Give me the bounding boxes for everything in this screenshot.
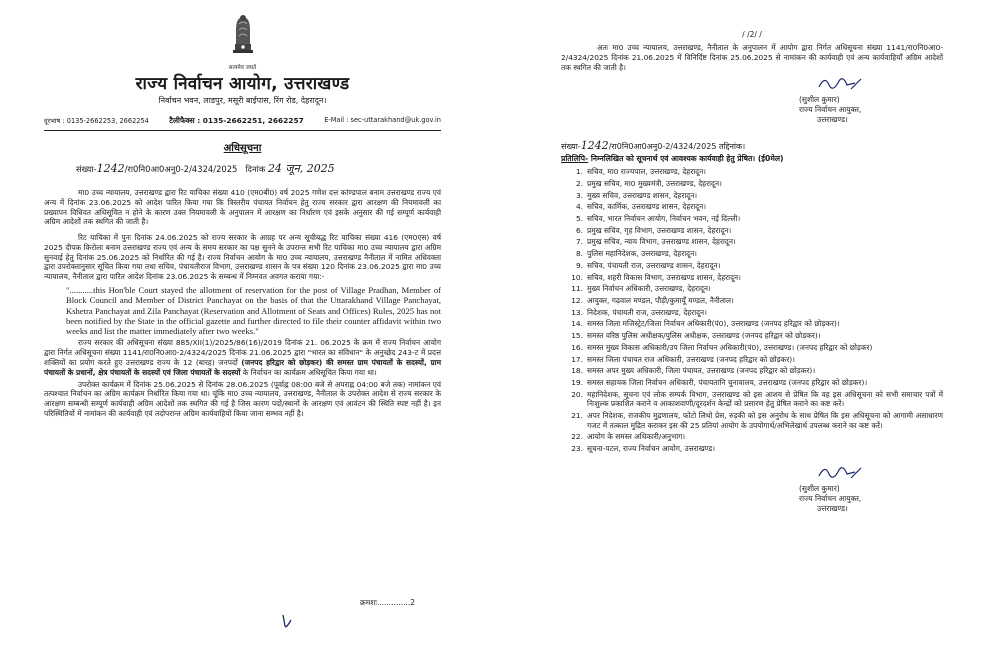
distribution-item-text: समस्त अपर मुख्य अधिकारी, जिला पंचायत, उत्तराखण्ड (जनपद हरिद्वार को छोड़कर)। bbox=[587, 366, 816, 376]
signatory-place: उत्तराखण्ड। bbox=[817, 115, 848, 125]
distribution-item-number: 16. bbox=[571, 342, 583, 352]
distribution-item-text: समस्त जिला मजिस्ट्रेट/जिला निर्वाचन अधिकारी(पं0), उत्तराखण्ड (जनपद हरिद्वार को छोड़कर)। bbox=[587, 319, 840, 329]
ref-code: /रा0नि0आ0अनु0-2/4324/2025 bbox=[124, 164, 238, 174]
distribution-item-text: समस्त जिला पंचायत राज अधिकारी, उत्तराखण्ड (जनपद हरिद्वार को छोड़कर)। bbox=[587, 354, 795, 364]
distribution-item-text: सचिव, भारत निर्वाचन आयोग, निर्वाचन भवन, नई दिल्ली। bbox=[587, 214, 741, 224]
distribution-item-text: सचिव, मा0 राज्यपाल, उत्तराखण्ड, देहरादून। bbox=[587, 167, 706, 177]
distribution-item-text: प्रमुख सचिव, गृह विभाग, उत्तराखण्ड शासन, देहरादून। bbox=[587, 225, 732, 235]
reference-line bbox=[44, 161, 441, 176]
distribution-item bbox=[561, 331, 943, 341]
paragraph-3-start: राज्य सरकार की अधिसूचना संख्या 885/XII(1)/2025/86(16)/2019 दिनांक 21. 06.2025 के क्रम में राज्य निर्वाचन आयोग द्वारा निर्गत अधिसूचना संख्या 1141/रा0नि0आ0-2/4324/2025 दिनांक 21.06.2025 द्वारा "भारत का संविधान" के अनुच्छेद 243-ट में प्रदत्त शक्तियों का प्रयोग करते हुए उत्तराखण्ड राज्य के 12 (बारह) जनपदों bbox=[44, 338, 441, 367]
distribution-item-number: 8. bbox=[575, 249, 583, 259]
paragraph-3-end: के निर्वाचन का कार्यक्रम अधिसूचित किया गया था। bbox=[242, 367, 377, 377]
distribution-item bbox=[561, 390, 943, 409]
distribution-item bbox=[561, 237, 943, 247]
distribution-item-number: 1. bbox=[575, 167, 583, 177]
distribution-item-number: 18. bbox=[571, 366, 583, 376]
signature-block-2 bbox=[799, 462, 943, 514]
notification-page-1 bbox=[0, 0, 487, 671]
distribution-item bbox=[561, 343, 943, 353]
commission-address: निर्वाचन भवन, लाडपुर, मसूरी बाईपास, रिंग रोड, देहरादून। bbox=[158, 96, 327, 105]
distribution-item-number: 15. bbox=[571, 331, 583, 341]
distribution-item bbox=[561, 202, 943, 212]
distribution-item-number: 13. bbox=[571, 307, 583, 317]
distribution-item-number: 10. bbox=[571, 272, 583, 282]
distribution-item-number: 23. bbox=[571, 444, 583, 454]
distribution-item-text: समस्त मुख्य विकास अधिकारी/उप जिला निर्वाचन अधिकारी(पं0), उत्तराखण्ड। (जनपद हरिद्वार को छोड़कर) bbox=[587, 342, 873, 352]
ref-number: 1242 bbox=[96, 162, 125, 175]
distribution-item bbox=[561, 191, 943, 201]
distribution-item-number: 3. bbox=[575, 190, 583, 200]
emblem-motto: सत्यमेव जयते bbox=[228, 65, 257, 71]
continued-marker: क्रमशः..............2 bbox=[360, 598, 416, 607]
distribution-item-number: 2. bbox=[575, 178, 583, 188]
distribution-item-number: 14. bbox=[571, 319, 583, 329]
distribution-item bbox=[561, 214, 943, 224]
distribution-item bbox=[561, 308, 943, 318]
distribution-item-text: प्रमुख सचिव, मा0 मुख्यमंत्री, उत्तराखण्ड, देहरादून। bbox=[587, 178, 722, 188]
paragraph-3 bbox=[44, 338, 441, 377]
distribution-item-number: 17. bbox=[571, 354, 583, 364]
distribution-item-number: 12. bbox=[571, 296, 583, 306]
distribution-item-number: 9. bbox=[575, 260, 583, 270]
distribution-item-text: सचिव, शहरी विकास विभाग, उत्तराखण्ड शासन, देहरादून। bbox=[587, 272, 741, 282]
signatory-designation: राज्य निर्वाचन आयुक्त, bbox=[799, 493, 862, 503]
distribution-item-number: 22. bbox=[571, 432, 583, 442]
distribution-item-number: 6. bbox=[575, 225, 583, 235]
distribution-item-number: 20. bbox=[571, 389, 583, 399]
distribution-item-text: आयोग के समस्त अधिकारी/अनुभाग। bbox=[587, 432, 686, 442]
ref-date-label: दिनांक bbox=[245, 164, 266, 174]
signature-icon bbox=[815, 462, 867, 484]
initial-mark-icon bbox=[280, 612, 294, 630]
copy-to-line bbox=[561, 154, 943, 164]
fax-number: टैलीफैक्स : 0135-2662251, 2662257 bbox=[169, 116, 304, 125]
distribution-item-text: आयुक्त, गढ़वाल मण्डल, पौड़ी/कुमायूँ मण्डल, नैनीताल। bbox=[587, 296, 734, 306]
signatory-name: (सुशील कुमार) bbox=[799, 94, 840, 104]
distribution-item bbox=[561, 284, 943, 294]
distribution-item-number: 11. bbox=[571, 284, 583, 294]
phone-number: दूरभाष : 0135-2662253, 2662254 bbox=[44, 117, 149, 125]
distribution-item bbox=[561, 296, 943, 306]
distribution-item bbox=[561, 226, 943, 236]
distribution-item bbox=[561, 355, 943, 365]
copy-ref-prefix: संख्या- bbox=[561, 142, 581, 152]
distribution-item-text: सचिव, पंचायती राज, उत्तराखण्ड शासन, देहरादून। bbox=[587, 260, 721, 270]
notice-heading: अधिसूचना bbox=[223, 143, 262, 154]
distribution-item-text: निदेशक, पंचायती राज, उत्तराखण्ड, देहरादून। bbox=[587, 307, 707, 317]
distribution-item bbox=[561, 411, 943, 430]
distribution-item-text: महानिदेशक, सूचना एवं लोक सम्पर्क विभाग, उत्तराखण्ड को इस आशय से प्रेषित कि वह इस अधिसूचना को सभी समाचार पत्रों में निःशुल्क प्रकाशित कराने व आकाशवाणी/दूरदर्शन केन्द्रों को प्रसारण हेतु प्रेषित कराने का कष्ट करें। bbox=[587, 389, 943, 409]
distribution-item bbox=[561, 179, 943, 189]
copy-to-text: निम्नलिखित को सूचनार्थ एवं आवश्यक कार्यवाही हेतु प्रेषित। (ई0मेल) bbox=[588, 154, 784, 164]
distribution-item-text: पुलिस महानिदेशक, उत्तराखण्ड, देहरादून। bbox=[587, 249, 697, 259]
ref-prefix: संख्या- bbox=[76, 164, 97, 174]
copy-ref-number: 1242 bbox=[580, 139, 609, 153]
distribution-item-number: 19. bbox=[571, 378, 583, 388]
distribution-item-text: अपर निदेशक, राजकीय मुद्रणालय, फोटो लिथो प्रेस, रुड़की को इस अनुरोध के साथ प्रेषित कि इस अधिसूचना को आगामी असाधारण गजट में तत्काल मुद्रित कराकर इस की 25 प्रतियां आयोग के उपयोगार्थ/अभिलेखार्थ उपलब्ध कराने का कष्ट करें। bbox=[587, 411, 943, 430]
distribution-item-number: 7. bbox=[575, 237, 583, 247]
distribution-item bbox=[561, 273, 943, 283]
distribution-item bbox=[561, 167, 943, 177]
distribution-item-number: 4. bbox=[575, 202, 583, 212]
signatory-name: (सुशील कुमार) bbox=[799, 483, 840, 493]
distribution-item-text: समस्त वरिष्ठ पुलिस अधीक्षक/पुलिस अधीक्षक, उत्तराखण्ड (जनपद हरिद्वार को छोड़कर)। bbox=[587, 331, 821, 341]
distribution-item-number: 21. bbox=[571, 411, 583, 421]
distribution-item bbox=[561, 261, 943, 271]
copy-to-label: प्रतिलिपि- bbox=[561, 154, 589, 164]
distribution-item bbox=[561, 378, 943, 388]
distribution-item bbox=[561, 432, 943, 442]
distribution-item-text: सूचना-पटल, राज्य निर्वाचन आयोग, उत्तराखण्ड। bbox=[587, 444, 716, 454]
distribution-item-text: मुख्य सचिव, उत्तराखण्ड शासन, देहरादून। bbox=[587, 190, 698, 200]
distribution-item-text: समस्त सहायक जिला निर्वाचन अधिकारी, पंचायतानि चुनावालय, उत्तराखण्ड (जनपद हरिद्वार को छोड़कर)। bbox=[587, 378, 868, 388]
notification-page-2 bbox=[491, 0, 983, 671]
distribution-item-number: 5. bbox=[575, 214, 583, 224]
state-emblem-icon bbox=[227, 10, 259, 62]
copy-ref-code: /रा0नि0आ0अनु0-2/4324/2025 तद्दिनांक। bbox=[608, 142, 746, 152]
distribution-item bbox=[561, 319, 943, 329]
commission-title: राज्य निर्वाचन आयोग, उत्तराखण्ड bbox=[135, 74, 350, 94]
signatory-place: उत्तराखण्ड। bbox=[817, 504, 848, 514]
paragraph-4: उपरोक्त कार्यक्रम में दिनांक 25.06.2025 से दिनांक 28.06.2025 (पूर्वाह्न 08:00 बजे से अपराह्न 04:00 बजे तक) नामांकन एवं तत्पश्चात निर्वाचन का अग्रिम कार्यक्रम निर्धारित किया गया था। चूंकि मा0 उच्च न्यायालय, उत्तराखण्ड, नैनीताल के उपरोक्त आदेश से राज्य सरकार के आरक्षण सम्बन्धी सम्पूर्ण कार्यवाही अग्रिम आदेशों तक स्थगित की गई है जिस कारण पदों/स्थानों के आरक्षण एवं आवंटन की स्थिति स्पष्ट नहीं है। इन परिस्थितियों में नामांकन की कार्यवाही एवं तदोपरान्त अग्रिम कार्यवाहियों किया जाना सम्भव नहीं है। bbox=[44, 379, 441, 418]
court-order-quote: "...........this Hon'ble Court stayed the allotment of reservation for the post of Village Pradhan, Member of Block Council and Member of District Panchayat on the basis of that the Uttarakhand Village Panchayat, Kshetra Panchayat and Zila Panchayat (Reservation and Allotment of Seats and Offices) Rules, 2025 has not been notified by the State in the official gazette and further directed to file their counter affidavit within two weeks and list the matter immediately after two weeks." bbox=[66, 284, 441, 337]
distribution-item bbox=[561, 366, 943, 376]
signatory-designation: राज्य निर्वाचन आयुक्त, bbox=[799, 104, 862, 114]
paragraph-3-bold: (जनपद हरिद्वार को छोड़कर) की समस्त ग्राम पंचायतों के सदस्यों, ग्राम पंचायतों के प्रधानों, क्षेत्र पंचायतों के सदस्यों एवं जिला पंचायतों के सदस्यों bbox=[44, 357, 441, 377]
signature-block-1 bbox=[799, 73, 943, 125]
stay-order-paragraph: अतः मा0 उच्च न्यायालय, उत्तराखण्ड, नैनीताल के अनुपालन में आयोग द्वारा निर्गत अधिसूचना संख्या 1141/रा0नि0आ0-2/4324/2025 दिनांक 21.06.2025 में विनिर्दिष्ट दिनांक 25.06.2025 से नामांकन की कार्यवाही एवं अन्य कार्यवाहियाँ अग्रिम आदेशों तक स्थगित की जाती है। bbox=[561, 43, 943, 72]
distribution-item-text: सचिव, कार्मिक, उत्तराखण्ड शासन, देहरादून। bbox=[587, 202, 707, 212]
distribution-item bbox=[561, 249, 943, 259]
distribution-list bbox=[561, 167, 943, 454]
ref-date: 24 जून, 2025 bbox=[267, 162, 335, 175]
paragraph-1: मा0 उच्च न्यायालय, उत्तराखण्ड द्वारा रिट याचिका संख्या 410 (एम0बी0) वर्ष 2025 गणेश दत्त कांण्डपाल बनाम उत्तराखण्ड राज्य एवं अन्य में दिनांक 23.06.2025 को आदेश पारित किया गया कि त्रिस्तरीय पंचायत निर्वाचन हेतु राज्य सरकार द्वारा आरक्षण की नियमावली का प्रख्यापन विधिवत अधिसूचित न होने के कारण उक्त नियमावली के अनुपालन में आरक्षण का निर्धारण एवं इसके अनुसार की गई सम्पूर्ण कार्यवाही अग्रिम आदेशों तक स्थगित की जाती है। bbox=[44, 188, 441, 227]
distribution-item-text: मुख्य निर्वाचन अधिकारी, उत्तराखण्ड, देहरादून। bbox=[587, 284, 711, 294]
paragraph-2: रिट याचिका में पुनः दिनांक 24.06.2025 को राज्य सरकार के आग्रह पर अन्य सूचीबद्ध रिट याचिका संख्या 416 (एम0एस) वर्ष 2025 दीपक किरोला बनाम उत्तराखण्ड राज्य एवं अन्य के समय सरकार का पक्ष सुनने के उपरान्त सभी रिट याचिका मा0 उच्च न्यायालय द्वारा अग्रिम सुनवाई हेतु दिनांक 25.06.2025 को निर्धारित की गई है। राज्य निर्वाचन आयोग के मा0 उच्च न्यायालय, उत्तराखण्ड नैनीताल में नामित अधिवक्ता द्वारा उपरोक्तानुसार सूचित किया गया तथा सचिव, पंचायतीराज विभाग, उत्तराखण्ड शासन के पत्र संख्या 120 दिनांक 23.06.2025 द्वारा मा0 उच्च न्यायालय, नैनीताल द्वारा पारित आदेश दिनांक 23.06.2025 के सम्बन्ध में निम्नवत अवगत कराया गया:- bbox=[44, 233, 441, 282]
distribution-item bbox=[561, 444, 943, 454]
email-address: E-Mail : sec-uttarakhand@uk.gov.in bbox=[324, 116, 441, 124]
page-number: / /2/ / bbox=[742, 30, 762, 39]
signature-icon bbox=[815, 73, 867, 95]
distribution-item-text: प्रमुख सचिव, न्याय विभाग, उत्तराखण्ड शासन, देहरादून। bbox=[587, 237, 736, 247]
contact-row bbox=[44, 116, 441, 131]
copy-reference-line bbox=[561, 139, 943, 152]
